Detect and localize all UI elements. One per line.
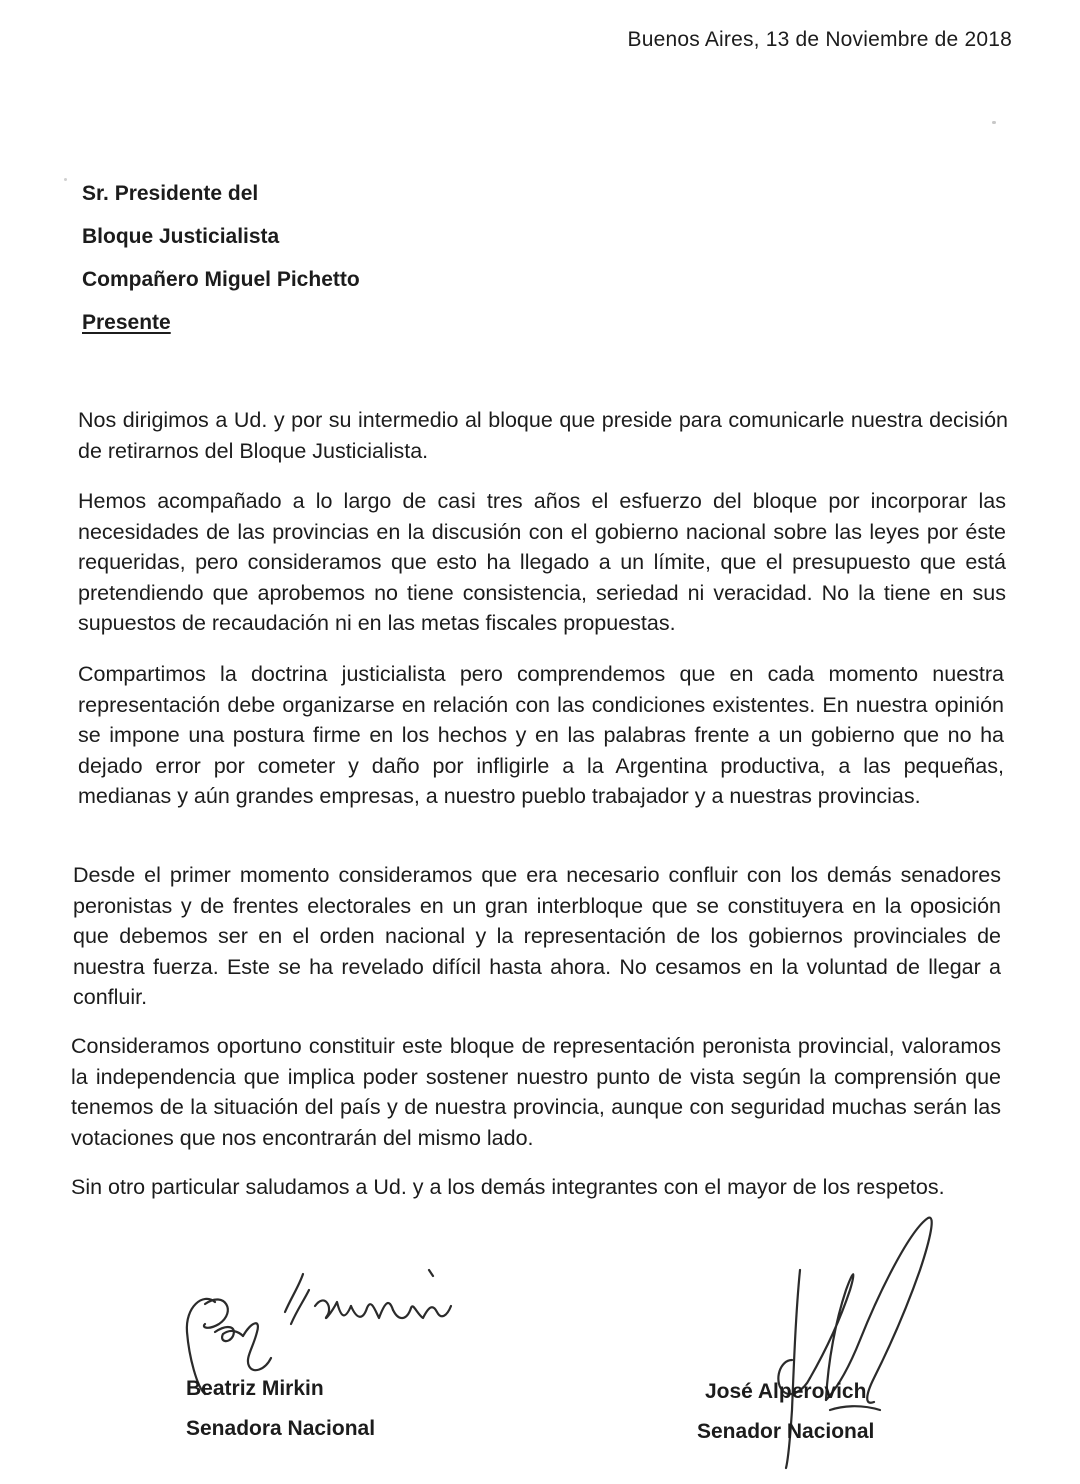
recipient-line: Sr. Presidente del: [82, 182, 259, 205]
recipient-presente: Presente: [82, 311, 171, 334]
signatory-right: [697, 1372, 874, 1452]
signatory-left: [186, 1369, 375, 1449]
signatory-name: José Alperovich: [704, 1380, 867, 1403]
signatory-title: Senador Nacional: [697, 1420, 875, 1443]
body-paragraph: Compartimos la doctrina justicialista pero comprendemos que en cada momento nuestra representación debe organizarse en relación con las condiciones existentes. En nuestra opinión se impone una postura firme en los hechos y en las palabras frente a un gobierno que no ha dejado error por cometer y daño por infligirle a la Argentina productiva, a las pequeñas, medianas y aún grandes empresas, a nuestro pueblo trabajador y a nuestras provincias.: [78, 662, 1004, 808]
body-paragraph: Hemos acompañado a lo largo de casi tres años el esfuerzo del bloque por incorporar las necesidades de las provincias en la discusión con el gobierno nacional sobre las leyes por éste requeridas, pero consideramos que esto ha llegado a un límite, que el presupuesto que está pretendiendo que aprobemos no tiene consistencia, seriedad ni veracidad. No la tiene en sus supuestos de recaudación ni en las metas fiscales propuestas.: [78, 489, 1006, 635]
recipient-line: Bloque Justicialista: [82, 225, 280, 248]
scan-speck: [64, 178, 67, 181]
body-paragraph: Nos dirigimos a Ud. y por su intermedio al bloque que preside para comunicarle nuestra decisión de retirarnos del Bloque Justicialista.: [78, 408, 1008, 463]
closing-paragraph: Sin otro particular saludamos a Ud. y a los demás integrantes con el mayor de los respetos.: [71, 1175, 945, 1199]
body-paragraph: Consideramos oportuno constituir este bloque de representación peronista provincial, valoramos la independencia que implica poder sostener nuestro punto de vista según la comprensión que tenemos de la situación del país y de nuestra provincia, aunque con seguridad muchas serán las votaciones que nos encontrarán del mismo lado.: [71, 1034, 1001, 1150]
recipient-block: [82, 172, 360, 344]
scan-speck: [992, 121, 996, 124]
signatory-title: Senadora Nacional: [186, 1417, 376, 1440]
signatory-name: Beatriz Mirkin: [186, 1377, 324, 1400]
body-paragraph: Desde el primer momento consideramos que era necesario confluir con los demás senadores peronistas y de frentes electorales en un gran interbloque que se constituyera en la oposición que debemos ser en el orden nacional y la representación de los gobiernos provinciales de nuestra fuerza. Este se ha revelado difícil hasta ahora. No cesamos en la voluntad de llegar a confluir.: [73, 863, 1001, 1009]
date-line: Buenos Aires, 13 de Noviembre de 2018: [627, 28, 1012, 51]
recipient-line: Compañero Miguel Pichetto: [82, 268, 360, 291]
